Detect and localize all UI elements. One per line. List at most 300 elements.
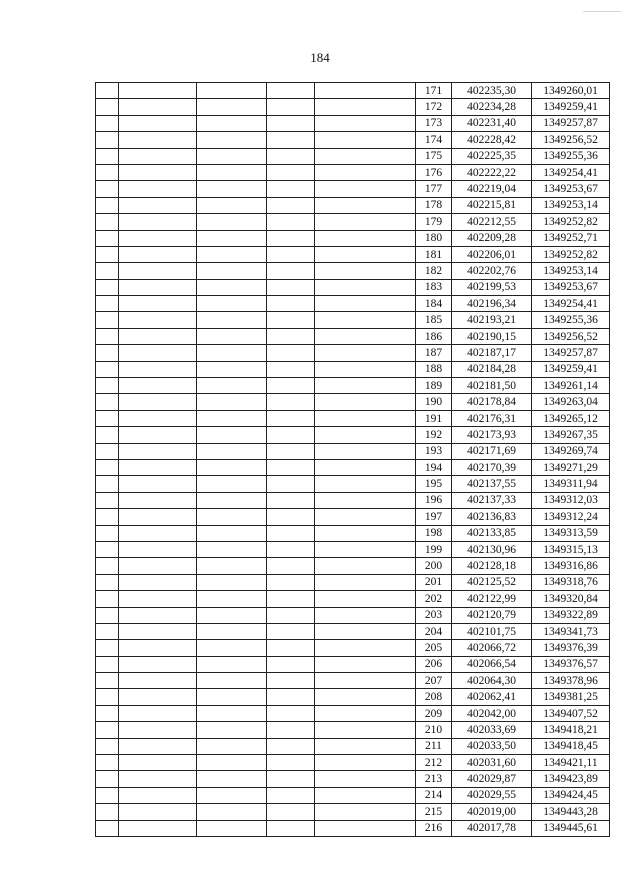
x-coordinate-cell: 402033,69: [452, 722, 532, 738]
empty-cell: [119, 296, 197, 312]
x-coordinate-cell: 402202,76: [452, 263, 532, 279]
y-coordinate-cell: 1349267,35: [532, 427, 610, 443]
empty-cell: [119, 394, 197, 410]
empty-cell: [119, 673, 197, 689]
empty-cell: [197, 787, 267, 803]
x-coordinate-cell: 402137,55: [452, 476, 532, 492]
point-number-cell: 210: [416, 722, 452, 738]
y-coordinate-cell: 1349253,14: [532, 197, 610, 213]
empty-cell: [315, 509, 416, 525]
x-coordinate-cell: 402231,40: [452, 115, 532, 131]
table-row: [96, 214, 610, 230]
empty-cell: [315, 804, 416, 820]
empty-cell: [197, 673, 267, 689]
x-coordinate-cell: 402199,53: [452, 279, 532, 295]
point-number-cell: 211: [416, 738, 452, 754]
empty-cell: [96, 83, 119, 99]
empty-cell: [96, 558, 119, 574]
empty-cell: [197, 99, 267, 115]
point-number-cell: 172: [416, 99, 452, 115]
y-coordinate-cell: 1349253,67: [532, 181, 610, 197]
table-row: [96, 689, 610, 705]
empty-cell: [197, 804, 267, 820]
table-row: [96, 705, 610, 721]
empty-cell: [119, 197, 197, 213]
empty-cell: [96, 263, 119, 279]
empty-cell: [119, 214, 197, 230]
empty-cell: [197, 83, 267, 99]
empty-cell: [267, 722, 315, 738]
y-coordinate-cell: 1349312,03: [532, 492, 610, 508]
table-row: [96, 427, 610, 443]
empty-cell: [267, 492, 315, 508]
empty-cell: [315, 607, 416, 623]
empty-cell: [267, 230, 315, 246]
empty-cell: [315, 312, 416, 328]
empty-cell: [96, 410, 119, 426]
empty-cell: [119, 722, 197, 738]
y-coordinate-cell: 1349381,25: [532, 689, 610, 705]
y-coordinate-cell: 1349260,01: [532, 83, 610, 99]
empty-cell: [96, 591, 119, 607]
point-number-cell: 190: [416, 394, 452, 410]
x-coordinate-cell: 402184,28: [452, 361, 532, 377]
empty-cell: [119, 427, 197, 443]
empty-cell: [197, 509, 267, 525]
empty-cell: [119, 574, 197, 590]
x-coordinate-cell: 402031,60: [452, 755, 532, 771]
empty-cell: [96, 328, 119, 344]
empty-cell: [267, 394, 315, 410]
empty-cell: [315, 574, 416, 590]
empty-cell: [197, 197, 267, 213]
y-coordinate-cell: 1349252,71: [532, 230, 610, 246]
empty-cell: [197, 640, 267, 656]
empty-cell: [96, 656, 119, 672]
page-number: 184: [310, 50, 330, 65]
empty-cell: [315, 345, 416, 361]
y-coordinate-cell: 1349315,13: [532, 541, 610, 557]
x-coordinate-cell: 402235,30: [452, 83, 532, 99]
empty-cell: [267, 673, 315, 689]
empty-cell: [197, 492, 267, 508]
point-number-cell: 209: [416, 705, 452, 721]
point-number-cell: 180: [416, 230, 452, 246]
empty-cell: [96, 214, 119, 230]
empty-cell: [267, 623, 315, 639]
empty-cell: [315, 459, 416, 475]
empty-cell: [96, 722, 119, 738]
y-coordinate-cell: 1349257,87: [532, 115, 610, 131]
point-number-cell: 187: [416, 345, 452, 361]
point-number-cell: 200: [416, 558, 452, 574]
y-coordinate-cell: 1349376,39: [532, 640, 610, 656]
empty-cell: [96, 525, 119, 541]
empty-cell: [315, 230, 416, 246]
x-coordinate-cell: 402206,01: [452, 246, 532, 262]
empty-cell: [315, 263, 416, 279]
empty-cell: [96, 164, 119, 180]
table-row: [96, 574, 610, 590]
table-row: [96, 394, 610, 410]
x-coordinate-cell: 402130,96: [452, 541, 532, 557]
point-number-cell: 175: [416, 148, 452, 164]
empty-cell: [119, 656, 197, 672]
empty-cell: [96, 623, 119, 639]
point-number-cell: 215: [416, 804, 452, 820]
y-coordinate-cell: 1349253,67: [532, 279, 610, 295]
y-coordinate-cell: 1349407,52: [532, 705, 610, 721]
point-number-cell: 193: [416, 443, 452, 459]
empty-cell: [96, 132, 119, 148]
empty-cell: [119, 525, 197, 541]
x-coordinate-cell: 402170,39: [452, 459, 532, 475]
empty-cell: [119, 378, 197, 394]
x-coordinate-cell: 402193,21: [452, 312, 532, 328]
empty-cell: [267, 115, 315, 131]
empty-cell: [96, 738, 119, 754]
empty-cell: [267, 459, 315, 475]
empty-cell: [197, 443, 267, 459]
y-coordinate-cell: 1349254,41: [532, 164, 610, 180]
table-row: [96, 787, 610, 803]
empty-cell: [197, 558, 267, 574]
point-number-cell: 201: [416, 574, 452, 590]
empty-cell: [119, 623, 197, 639]
empty-cell: [197, 656, 267, 672]
empty-cell: [267, 541, 315, 557]
table-row: [96, 820, 610, 836]
empty-cell: [267, 705, 315, 721]
empty-cell: [96, 689, 119, 705]
empty-cell: [197, 476, 267, 492]
empty-cell: [119, 361, 197, 377]
point-number-cell: 208: [416, 689, 452, 705]
empty-cell: [267, 656, 315, 672]
x-coordinate-cell: 402017,78: [452, 820, 532, 836]
point-number-cell: 177: [416, 181, 452, 197]
coordinates-table: [95, 82, 610, 837]
point-number-cell: 184: [416, 296, 452, 312]
empty-cell: [197, 771, 267, 787]
empty-cell: [96, 279, 119, 295]
empty-cell: [197, 591, 267, 607]
point-number-cell: 204: [416, 623, 452, 639]
empty-cell: [267, 279, 315, 295]
empty-cell: [267, 164, 315, 180]
empty-cell: [197, 345, 267, 361]
x-coordinate-cell: 402137,33: [452, 492, 532, 508]
table-row: [96, 443, 610, 459]
point-number-cell: 185: [416, 312, 452, 328]
empty-cell: [315, 591, 416, 607]
empty-cell: [197, 378, 267, 394]
empty-cell: [267, 771, 315, 787]
empty-cell: [197, 361, 267, 377]
empty-cell: [267, 263, 315, 279]
empty-cell: [119, 279, 197, 295]
empty-cell: [315, 378, 416, 394]
empty-cell: [96, 99, 119, 115]
empty-cell: [315, 541, 416, 557]
y-coordinate-cell: 1349316,86: [532, 558, 610, 574]
point-number-cell: 198: [416, 525, 452, 541]
empty-cell: [315, 771, 416, 787]
x-coordinate-cell: 402234,28: [452, 99, 532, 115]
empty-cell: [119, 558, 197, 574]
point-number-cell: 186: [416, 328, 452, 344]
y-coordinate-cell: 1349376,57: [532, 656, 610, 672]
x-coordinate-cell: 402066,72: [452, 640, 532, 656]
empty-cell: [119, 83, 197, 99]
y-coordinate-cell: 1349253,14: [532, 263, 610, 279]
table-row: [96, 755, 610, 771]
table-row: [96, 509, 610, 525]
table-row: [96, 312, 610, 328]
table-row: [96, 361, 610, 377]
empty-cell: [315, 181, 416, 197]
empty-cell: [96, 574, 119, 590]
empty-cell: [119, 705, 197, 721]
empty-cell: [119, 755, 197, 771]
empty-cell: [315, 492, 416, 508]
empty-cell: [267, 410, 315, 426]
x-coordinate-cell: 402029,87: [452, 771, 532, 787]
empty-cell: [267, 755, 315, 771]
empty-cell: [96, 197, 119, 213]
empty-cell: [267, 345, 315, 361]
y-coordinate-cell: 1349252,82: [532, 214, 610, 230]
empty-cell: [96, 394, 119, 410]
x-coordinate-cell: 402176,31: [452, 410, 532, 426]
empty-cell: [315, 197, 416, 213]
empty-cell: [267, 689, 315, 705]
x-coordinate-cell: 402128,18: [452, 558, 532, 574]
y-coordinate-cell: 1349252,82: [532, 246, 610, 262]
table-row: [96, 492, 610, 508]
point-number-cell: 213: [416, 771, 452, 787]
point-number-cell: 216: [416, 820, 452, 836]
empty-cell: [315, 787, 416, 803]
empty-cell: [119, 509, 197, 525]
y-coordinate-cell: 1349424,45: [532, 787, 610, 803]
empty-cell: [267, 591, 315, 607]
empty-cell: [267, 607, 315, 623]
empty-cell: [197, 328, 267, 344]
empty-cell: [315, 722, 416, 738]
y-coordinate-cell: 1349320,84: [532, 591, 610, 607]
empty-cell: [267, 99, 315, 115]
x-coordinate-cell: 402029,55: [452, 787, 532, 803]
empty-cell: [315, 328, 416, 344]
table-row: [96, 132, 610, 148]
x-coordinate-cell: 402187,17: [452, 345, 532, 361]
empty-cell: [197, 394, 267, 410]
table-row: [96, 738, 610, 754]
x-coordinate-cell: 402222,22: [452, 164, 532, 180]
y-coordinate-cell: 1349378,96: [532, 673, 610, 689]
empty-cell: [96, 181, 119, 197]
table-row: [96, 804, 610, 820]
empty-cell: [197, 525, 267, 541]
point-number-cell: 176: [416, 164, 452, 180]
empty-cell: [197, 230, 267, 246]
table-row: [96, 197, 610, 213]
point-number-cell: 179: [416, 214, 452, 230]
point-number-cell: 178: [416, 197, 452, 213]
y-coordinate-cell: 1349259,41: [532, 361, 610, 377]
empty-cell: [119, 410, 197, 426]
empty-cell: [197, 820, 267, 836]
empty-cell: [197, 541, 267, 557]
empty-cell: [267, 820, 315, 836]
empty-cell: [119, 132, 197, 148]
empty-cell: [197, 132, 267, 148]
table-row: [96, 148, 610, 164]
empty-cell: [197, 214, 267, 230]
table-row: [96, 246, 610, 262]
empty-cell: [315, 689, 416, 705]
empty-cell: [315, 443, 416, 459]
empty-cell: [315, 164, 416, 180]
x-coordinate-cell: 402228,42: [452, 132, 532, 148]
empty-cell: [315, 296, 416, 312]
y-coordinate-cell: 1349254,41: [532, 296, 610, 312]
x-coordinate-cell: 402066,54: [452, 656, 532, 672]
empty-cell: [96, 492, 119, 508]
empty-cell: [197, 623, 267, 639]
point-number-cell: 212: [416, 755, 452, 771]
empty-cell: [96, 673, 119, 689]
y-coordinate-cell: 1349313,59: [532, 525, 610, 541]
table-row: [96, 164, 610, 180]
empty-cell: [96, 115, 119, 131]
x-coordinate-cell: 402178,84: [452, 394, 532, 410]
empty-cell: [197, 459, 267, 475]
empty-cell: [267, 804, 315, 820]
x-coordinate-cell: 402171,69: [452, 443, 532, 459]
empty-cell: [197, 410, 267, 426]
empty-cell: [119, 230, 197, 246]
empty-cell: [96, 296, 119, 312]
empty-cell: [315, 83, 416, 99]
point-number-cell: 206: [416, 656, 452, 672]
empty-cell: [197, 427, 267, 443]
empty-cell: [197, 607, 267, 623]
empty-cell: [197, 115, 267, 131]
point-number-cell: 195: [416, 476, 452, 492]
empty-cell: [315, 361, 416, 377]
empty-cell: [315, 279, 416, 295]
point-number-cell: 194: [416, 459, 452, 475]
table-row: [96, 591, 610, 607]
empty-cell: [119, 492, 197, 508]
y-coordinate-cell: 1349255,36: [532, 148, 610, 164]
y-coordinate-cell: 1349256,52: [532, 132, 610, 148]
empty-cell: [96, 378, 119, 394]
table-row: [96, 673, 610, 689]
table-row: [96, 115, 610, 131]
y-coordinate-cell: 1349269,74: [532, 443, 610, 459]
empty-cell: [119, 115, 197, 131]
point-number-cell: 202: [416, 591, 452, 607]
point-number-cell: 192: [416, 427, 452, 443]
empty-cell: [96, 607, 119, 623]
table-row: [96, 378, 610, 394]
empty-cell: [315, 656, 416, 672]
table-row: [96, 476, 610, 492]
table-row: [96, 410, 610, 426]
empty-cell: [197, 312, 267, 328]
x-coordinate-cell: 402219,04: [452, 181, 532, 197]
x-coordinate-cell: 402136,83: [452, 509, 532, 525]
x-coordinate-cell: 402196,34: [452, 296, 532, 312]
table-row: [96, 83, 610, 99]
scan-edge-mark: [583, 11, 621, 12]
y-coordinate-cell: 1349421,11: [532, 755, 610, 771]
empty-cell: [197, 181, 267, 197]
empty-cell: [315, 623, 416, 639]
empty-cell: [315, 99, 416, 115]
table-row: [96, 525, 610, 541]
empty-cell: [267, 197, 315, 213]
empty-cell: [197, 296, 267, 312]
empty-cell: [197, 164, 267, 180]
empty-cell: [119, 328, 197, 344]
empty-cell: [267, 361, 315, 377]
empty-cell: [315, 738, 416, 754]
empty-cell: [197, 689, 267, 705]
x-coordinate-cell: 402122,99: [452, 591, 532, 607]
empty-cell: [315, 427, 416, 443]
y-coordinate-cell: 1349341,73: [532, 623, 610, 639]
empty-cell: [267, 328, 315, 344]
empty-cell: [119, 148, 197, 164]
point-number-cell: 207: [416, 673, 452, 689]
table-row: [96, 607, 610, 623]
empty-cell: [119, 771, 197, 787]
point-number-cell: 188: [416, 361, 452, 377]
empty-cell: [96, 230, 119, 246]
y-coordinate-cell: 1349255,36: [532, 312, 610, 328]
y-coordinate-cell: 1349423,89: [532, 771, 610, 787]
empty-cell: [267, 246, 315, 262]
empty-cell: [96, 509, 119, 525]
empty-cell: [315, 640, 416, 656]
empty-cell: [267, 148, 315, 164]
empty-cell: [267, 558, 315, 574]
empty-cell: [267, 443, 315, 459]
empty-cell: [96, 771, 119, 787]
empty-cell: [119, 640, 197, 656]
empty-cell: [197, 246, 267, 262]
point-number-cell: 182: [416, 263, 452, 279]
x-coordinate-cell: 402133,85: [452, 525, 532, 541]
empty-cell: [267, 509, 315, 525]
x-coordinate-cell: 402042,00: [452, 705, 532, 721]
y-coordinate-cell: 1349259,41: [532, 99, 610, 115]
empty-cell: [197, 263, 267, 279]
empty-cell: [119, 820, 197, 836]
empty-cell: [315, 214, 416, 230]
empty-cell: [119, 459, 197, 475]
x-coordinate-cell: 402173,93: [452, 427, 532, 443]
empty-cell: [267, 214, 315, 230]
point-number-cell: 191: [416, 410, 452, 426]
empty-cell: [315, 525, 416, 541]
empty-cell: [315, 558, 416, 574]
empty-cell: [267, 738, 315, 754]
